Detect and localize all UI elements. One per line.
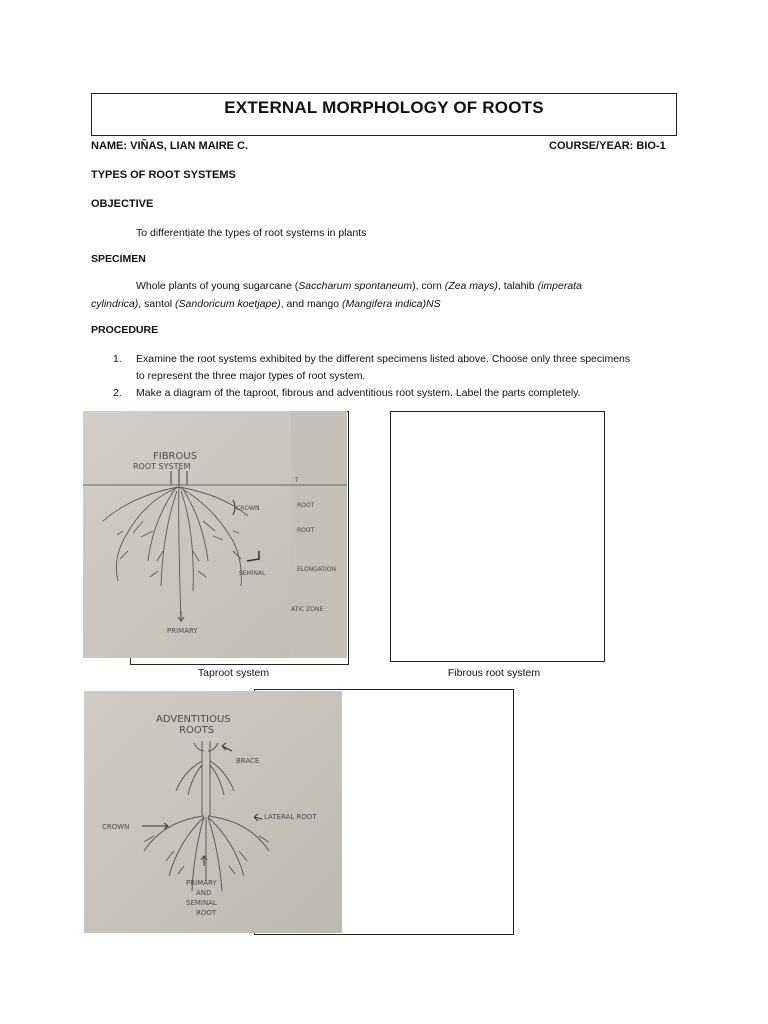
- specimen-text: , talahib: [497, 280, 538, 292]
- title-box: [91, 93, 677, 136]
- species-name: (Mangifera indica)NS: [341, 298, 441, 310]
- student-name: NAME: VIÑAS, LIAN MAIRE C.: [91, 140, 249, 152]
- course-year: COURSE/YEAR: BIO-1: [549, 140, 666, 152]
- objective-text: To differentiate the types of root systems in plants: [136, 227, 367, 239]
- specimen-line-2: [91, 295, 441, 313]
- step-1-line-1: Examine the root systems exhibited by the different specimens listed above. Choose only three specimens: [136, 353, 631, 365]
- step-2-line-1: Make a diagram of the taproot, fibrous and adventitious root system. Label the parts completely.: [136, 387, 581, 399]
- sketch-label: ATIC ZONE: [291, 606, 324, 613]
- sketch-label: ADVENTITIOUS: [156, 714, 231, 725]
- species-name: cylindrica): [91, 298, 139, 310]
- caption-fibrous: Fibrous root system: [447, 667, 541, 679]
- adventitious-root-sketch-photo: [84, 691, 342, 933]
- types-heading: TYPES OF ROOT SYSTEMS: [91, 169, 236, 181]
- specimen-text: , and mango: [280, 298, 342, 310]
- sketch-label: T: [295, 477, 299, 484]
- sketch-label: ROOT SYSTEM: [133, 462, 191, 471]
- sketch-label: ELONGATION: [297, 566, 337, 573]
- sketch-label: BRACE: [236, 757, 260, 765]
- sketch-label: ROOT: [297, 527, 315, 534]
- species-name: Saccharum spontaneum: [298, 280, 413, 292]
- sketch-label: SEMINAL: [186, 899, 217, 907]
- step-number: 2.: [113, 387, 122, 399]
- species-name: (Sandoricum koetjape): [175, 298, 281, 310]
- procedure-heading: PROCEDURE: [91, 324, 159, 336]
- sketch-label: SEMINAL: [239, 570, 266, 577]
- sketch-label: PRIMARY: [167, 627, 198, 635]
- specimen-text: Whole plants of young sugarcane (: [136, 280, 299, 292]
- sketch-label: ROOTS: [179, 725, 215, 736]
- step-number: 1.: [113, 353, 122, 365]
- caption-taproot: Taproot system: [197, 667, 270, 679]
- sketch-label: AND: [196, 889, 212, 897]
- sketch-label: ROOT: [196, 909, 217, 917]
- page-title: EXTERNAL MORPHOLOGY OF ROOTS: [224, 98, 544, 117]
- sketch-label: CROWN: [236, 505, 260, 512]
- species-name: (imperata: [537, 280, 582, 292]
- specimen-text: , santol: [138, 298, 176, 310]
- specimen-heading: SPECIMEN: [91, 253, 146, 265]
- specimen-text: ), corn: [412, 280, 445, 292]
- sketch-label: CROWN: [102, 823, 130, 831]
- fibrous-root-diagram-box: [390, 411, 605, 662]
- fibrous-root-sketch-photo: [83, 411, 347, 658]
- sketch-label: LATERAL ROOT: [264, 813, 317, 821]
- sketch-label: ROOT: [297, 502, 315, 509]
- objective-heading: OBJECTIVE: [91, 198, 154, 210]
- step-1-line-2: to represent the three major types of root system.: [136, 370, 366, 382]
- species-name: (Zea mays): [444, 280, 498, 292]
- specimen-line-1: [136, 277, 582, 295]
- sketch-label: PRIMARY: [186, 879, 217, 887]
- sketch-label: FIBROUS: [153, 451, 198, 462]
